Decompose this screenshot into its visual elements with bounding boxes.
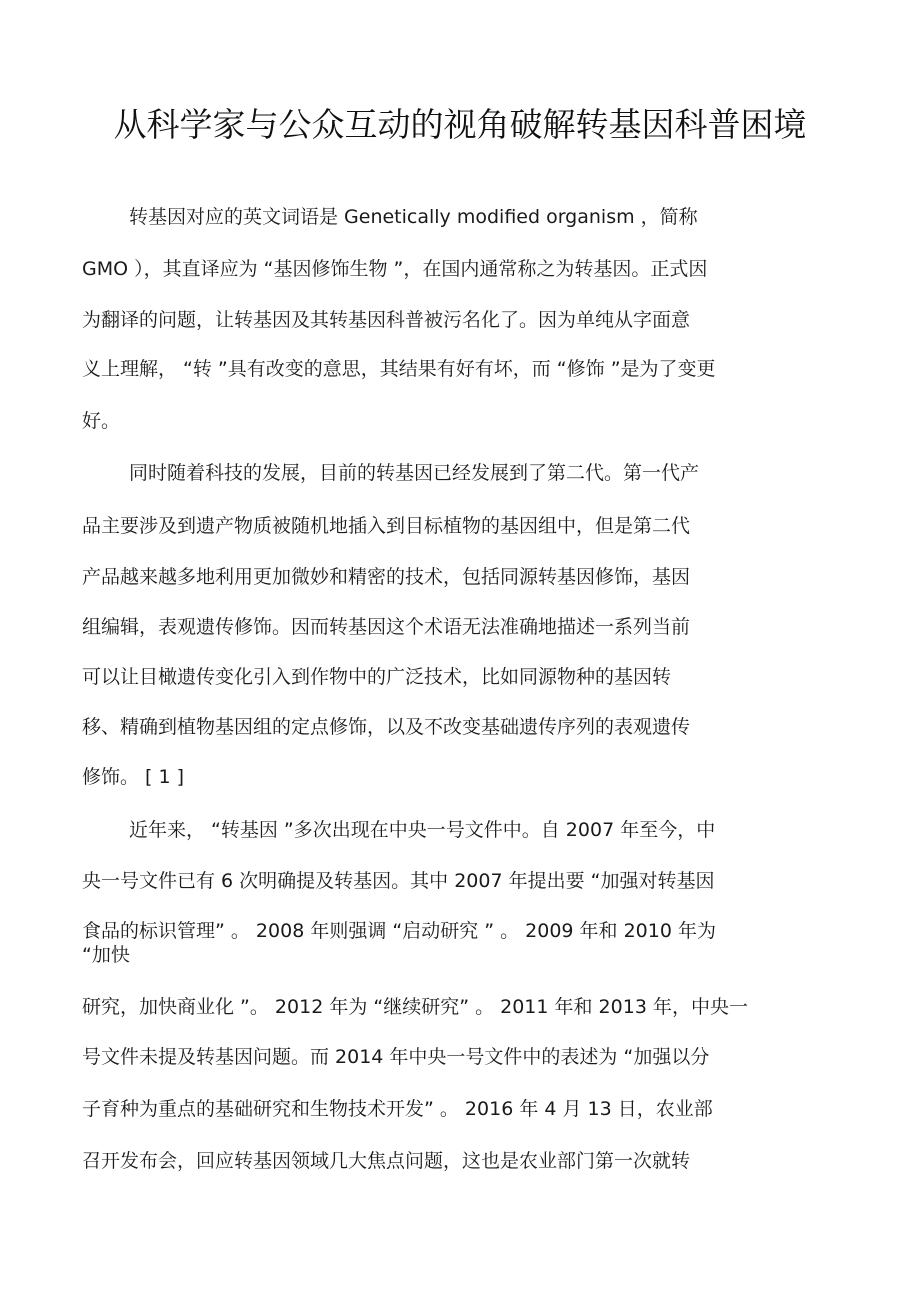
- paragraph-3-line-5: 研究，加快商业化 ”。 2012 年为 “继续研究” 。 2011 年和 2013 年，中央一: [82, 996, 748, 1018]
- paragraph-2-line-4: 组编辑，表观遗传修饰。因而转基因这个术语无法准确地描述一系列当前: [82, 616, 691, 638]
- paragraph-2-line-2: 品主要涉及到遗产物质被随机地插入到目标植物的基因组中，但是第二代: [82, 515, 691, 537]
- paragraph-3-line-8: 召开发布会，回应转基因领域几大焦点问题，这也是农业部门第一次就转: [82, 1150, 691, 1172]
- paragraph-2-line-6: 移、精确到植物基因组的定点修饰，以及不改变基础遗传序列的表观遗传: [82, 716, 691, 738]
- paragraph-2-line-5: 可以让目橄遗传变化引入到作物中的广泛技术，比如同源物种的基因转: [82, 666, 672, 688]
- paragraph-1-line-1: 转基因对应的英文词语是 Genetically modified organism ，简称: [129, 206, 698, 228]
- paragraph-2-line-1: 同时随着科技的发展，目前的转基因已经发展到了第二代。第一代产: [129, 462, 700, 484]
- paragraph-2-line-7: 修饰。 [ 1 ]: [82, 766, 185, 788]
- paragraph-3-line-3: 食品的标识管理” 。 2008 年则强调 “启动研究 ” 。 2009 年和 2010 年为: [82, 920, 716, 942]
- paragraph-3-line-6: 号文件未提及转基因问题。而 2014 年中央一号文件中的表述为 “加强以分: [82, 1046, 710, 1068]
- paragraph-2-line-3: 产品越来越多地利用更加微妙和精密的技术，包括同源转基因修饰，基因: [82, 566, 691, 588]
- paragraph-3-line-4: “加快: [82, 944, 130, 966]
- paragraph-1-line-4: 义上理解， “转 ”具有改变的意思，其结果有好有坏，而 “修饰 ”是为了变更: [82, 358, 716, 380]
- paragraph-1-line-2: GMO ），其直译应为 “基因修饰生物 ”，在国内通常称之为转基因。正式因: [82, 258, 708, 280]
- paragraph-1-line-5: 好。: [82, 410, 121, 432]
- paragraph-3-line-1: 近年来， “转基因 ”多次出现在中央一号文件中。自 2007 年至今，中: [129, 819, 716, 841]
- paragraph-3-line-2: 央一号文件已有 6 次明确提及转基因。其中 2007 年提出要 “加强对转基因: [82, 870, 715, 892]
- paragraph-1-line-3: 为翻译的问题，让转基因及其转基因科普被污名化了。因为单纯从字面意: [82, 309, 691, 331]
- document-title: 从科学家与公众互动的视角破解转基因科普困境: [113, 105, 807, 144]
- paragraph-3-line-7: 子育种为重点的基础研究和生物技术开发” 。 2016 年 4 月 13 日，农业部: [82, 1098, 713, 1120]
